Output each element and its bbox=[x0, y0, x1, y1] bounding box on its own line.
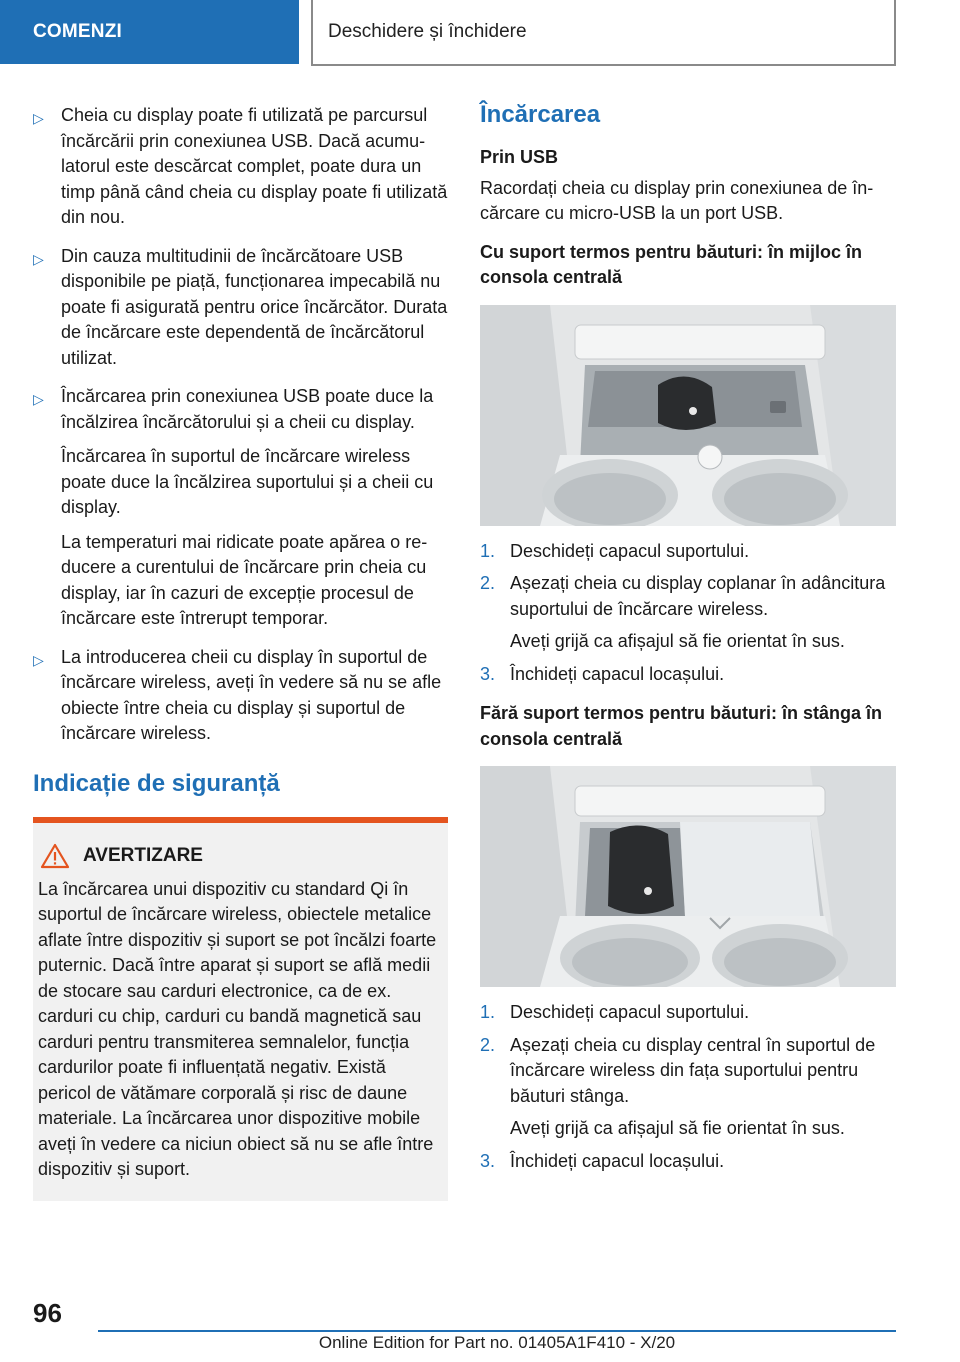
console-figure-2 bbox=[480, 766, 896, 987]
chapter-title: Deschidere și închidere bbox=[311, 0, 896, 66]
bullet-item: ▷ Cheia cu display poate fi utilizată pe parcursul încărcării prin conexiunea USB. Dacă acumulatorul este descărcat complet, poate dura un timp până când cheia cu display poate fi utilizată din nou. bbox=[33, 105, 448, 227]
section1-heading: Cu suport termos pentru băuturi: în mijloc în consola centrală bbox=[480, 241, 863, 287]
footer-edition: Online Edition for Part no. 01405A1F410 - X/20 bbox=[318, 1333, 676, 1352]
bullet-item: ▷ La introducerea cheii cu display în suportul de încărcare wireless, aveți în vedere să nu se afle obiecte între cheia cu display și suportul de încărcare wireless. bbox=[33, 646, 442, 743]
steps-list-2 bbox=[480, 1000, 896, 1174]
section-tab: COMENZI bbox=[0, 0, 299, 64]
list-item: 3. Închideți capacul locașului. bbox=[480, 1150, 725, 1171]
page-number: 96 bbox=[33, 1298, 62, 1328]
footer-divider bbox=[98, 1330, 896, 1332]
bullet-item: ▷ Din cauza multitudinii de încărcătoare USB disponibile pe piață, funcționarea impecabilă nu poate fi asigurată pentru orice încărcător. Durata de încărcare este dependentă de încărcătorul utilizat. bbox=[33, 245, 448, 368]
page-header bbox=[0, 0, 960, 66]
list-item: 2. Așezați cheia cu display coplanar în adâncitura suportului de încărcare wireless. Aveți grijă ca afișajul să fie orientat în sus. bbox=[480, 573, 886, 651]
list-item: 1. Deschideți capacul suportului. bbox=[480, 540, 750, 561]
charging-heading: Încărcarea bbox=[480, 101, 601, 128]
list-item: 2. Așezați cheia cu display central în suportul de încărcare wireless din fața suportului pentru băuturi stânga. Aveți grijă ca afișajul să fie orientat în sus. bbox=[480, 1034, 876, 1138]
list-item: 3. Închideți capacul locașului. bbox=[480, 663, 725, 684]
triangle-bullet-icon: ▷ bbox=[33, 391, 44, 407]
right-column bbox=[480, 100, 896, 1181]
left-column bbox=[33, 103, 448, 1201]
warning-triangle-icon bbox=[40, 843, 70, 869]
console-illustration-2 bbox=[480, 766, 896, 987]
warning-box bbox=[33, 817, 448, 1201]
bullet-item: ▷ Încărcarea prin conexiunea USB poate duce la încălzirea încărcătorului și a cheii cu display. Încărcarea în suportul de încărcare wireless poate duce la încălzirea suportului și a cheii cu display. La temperaturi mai ridicate poate apărea o reducere a curentului de încărcare prin cheia cu display, iar în cazuri de excepție procesul de încărcare este întrerupt temporar. bbox=[33, 386, 434, 628]
safety-heading: Indicație de siguranță bbox=[33, 769, 280, 797]
steps-list-1 bbox=[480, 539, 896, 688]
warning-text: La încărcarea unui dispozitiv cu standard Qi în suportul de încărcare wireless, obiectele metalice aflate între dispozitiv și suport se pot încălzi foarte puternic. Dacă între aparat și suport se află medii de stocare sau carduri electronice, ca de ex. carduri cu chip, carduri cu bandă magnetică sau carduri pentru transmiterea semnalelor, funcția cardurilor poate fi influențată negativ. Există pericol de vătămare corporală și risc de daune materiale. La încărcarea unor dispozitive mobile aveți în vedere ca niciun obiect să nu se afle între dispozitiv și suport. bbox=[38, 878, 437, 1179]
console-figure-1 bbox=[480, 305, 896, 526]
usb-text: Racordați cheia cu display prin conexiunea de încărcare cu micro-USB la un port USB. bbox=[480, 177, 874, 223]
triangle-bullet-icon: ▷ bbox=[33, 250, 44, 267]
triangle-bullet-icon: ▷ bbox=[33, 651, 44, 668]
usb-heading: Prin USB bbox=[480, 147, 559, 167]
console-illustration-1 bbox=[480, 305, 896, 526]
warning-title: AVERTIZARE bbox=[38, 843, 443, 869]
section2-heading: Fără suport termos pentru băuturi: în stânga în consola centrală bbox=[480, 703, 883, 749]
triangle-bullet-icon: ▷ bbox=[33, 110, 44, 126]
list-item: 1. Deschideți capacul suportului. bbox=[480, 1002, 750, 1022]
